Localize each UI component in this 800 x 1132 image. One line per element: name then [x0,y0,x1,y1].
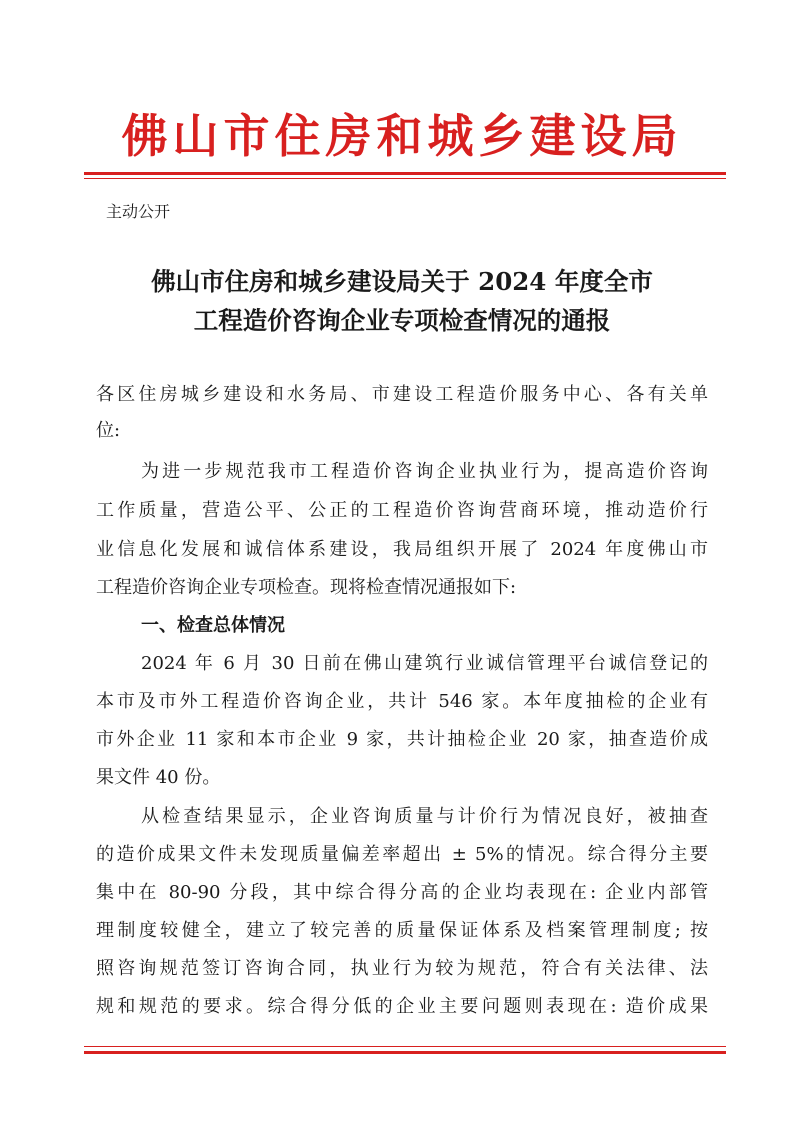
footer-rule-thin [84,1046,726,1047]
letterhead-org-name: 佛山市住房和城乡建设局 [121,109,683,163]
para1-line-3: 业信息化发展和诚信体系建设，我局组织开展了 2024 年度佛山市 [96,539,708,560]
para2-line-3: 市外企业 11 家和本市企业 9 家，共计抽检企业 20 家，抽查造价成 [96,729,708,750]
para2-line-4: 果文件 40 份。 [96,767,221,788]
para3-line-2: 的造价成果文件未发现质量偏差率超出 ± 5%的情况。综合得分主要 [96,844,709,865]
para3-line-6: 规和规范的要求。综合得分低的企业主要问题则表现在: 造价成果 [96,996,708,1017]
document-title-line-1: 佛山市住房和城乡建设局关于 2024 年度全市 [151,267,653,296]
disclosure-label: 主动公开 [106,202,171,221]
para2-line-1: 2024 年 6 月 30 日前在佛山建筑行业诚信管理平台诚信登记的 [141,653,708,674]
para3-line-3: 集中在 80-90 分段，其中综合得分高的企业均表现在: 企业内部管 [96,882,708,903]
section-heading-overview: 一、检查总体情况 [141,615,285,636]
salutation-line-1: 各区住房城乡建设和水务局、市建设工程造价服务中心、各有关单 [96,384,708,405]
document-title-line-2: 工程造价咨询企业专项检查情况的通报 [193,306,611,335]
para3-line-1: 从检查结果显示，企业咨询质量与计价行为情况良好，被抽查 [141,806,708,827]
para1-line-2: 工作质量，营造公平、公正的工程造价咨询营商环境，推动造价行 [96,500,708,521]
letterhead-rule-thick [84,172,726,175]
para3-line-4: 理制度较健全，建立了较完善的质量保证体系及档案管理制度; 按 [96,920,708,941]
letterhead-rule-thin [84,178,726,179]
para1-line-4: 工程造价咨询企业专项检查。现将检查情况通报如下: [96,577,517,598]
para1-line-1: 为进一步规范我市工程造价咨询企业执业行为，提高造价咨询 [141,461,708,482]
para2-line-2: 本市及市外工程造价咨询企业，共计 546 家。本年度抽检的企业有 [96,691,708,712]
footer-rule-thick [84,1051,726,1054]
salutation-line-2: 位: [96,420,121,441]
para3-line-5: 照咨询规范签订咨询合同，执业行为较为规范，符合有关法律、法 [96,958,708,979]
